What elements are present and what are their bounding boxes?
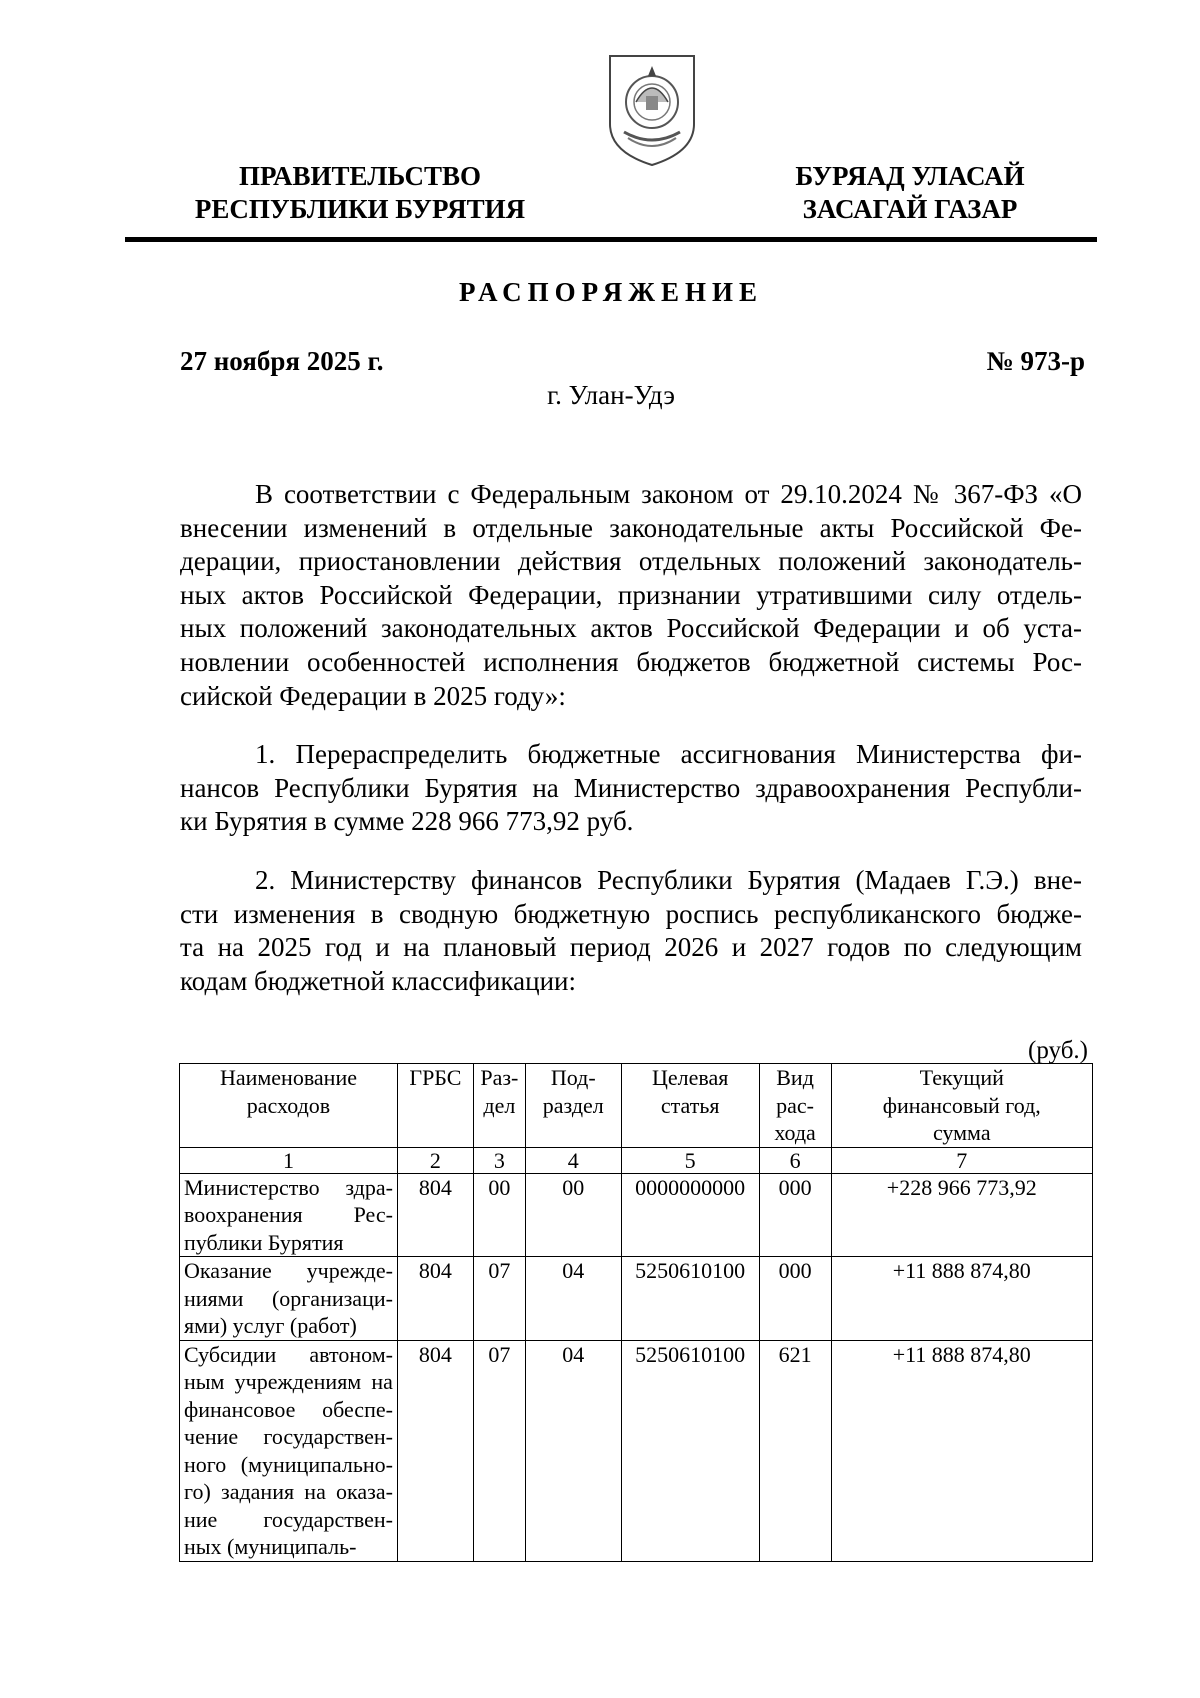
text-line: В соответствии с Федеральным законом от 29.10.2024 № 367-ФЗ «О [255,479,1082,509]
table-row [180,1173,1093,1257]
header-line: раздел [542,1092,604,1118]
col-header-summa [831,1064,1092,1148]
text-line: сти изменения в сводную бюджетную роспись республиканского бюдже- [180,898,1082,929]
column-index: 1 [180,1147,398,1173]
table-header-row [180,1064,1093,1148]
document-number: № 973-р [986,346,1085,376]
text-line: ного (муниципально- [184,1451,393,1477]
statya-cell: 5250610100 [621,1257,759,1341]
header-divider [125,237,1097,242]
header-line: Раз- [480,1065,519,1090]
header-line: хода [774,1120,816,1145]
expense-name-cell [180,1257,398,1341]
column-index: 7 [831,1147,1092,1173]
header-line: Под- [550,1065,596,1090]
header-line: дел [483,1092,516,1118]
table-row [180,1257,1093,1341]
text-line: 2. Министерству финансов Республики Бурятия (Мадаев Г.Э.) вне- [255,865,1082,895]
text-line: ями) услуг (работ) [184,1313,357,1338]
column-index: 3 [473,1147,525,1173]
col-header-vid [759,1064,831,1148]
header-right-line1: БУРЯАД УЛАСАЙ [795,161,1025,191]
text-line: чение государствен- [184,1424,393,1449]
text-line: ки Бурятия в сумме 228 966 773,92 руб. [180,806,634,837]
header-line: сумма [932,1120,991,1145]
col-header-podrazdel [525,1064,621,1148]
header-line: рас- [776,1092,814,1118]
podrazdel-cell: 00 [525,1173,621,1257]
razdel-cell: 07 [473,1340,525,1561]
column-index: 2 [397,1147,473,1173]
column-index: 4 [525,1147,621,1173]
grbs-cell: 804 [397,1173,473,1257]
text-line: ниями (организаци- [184,1285,393,1311]
government-name-buryat [770,160,1050,226]
text-line: внесении изменений в отдельные законодательные акты Российской Фе- [180,512,1082,543]
text-line: ным учреждениям на [184,1369,393,1394]
document-date: 27 ноября 2025 г. [180,346,384,376]
col-header-grbs [397,1064,473,1148]
razdel-cell: 00 [473,1173,525,1257]
header-line: Текущий [919,1065,1004,1090]
document-city: г. Улан-Удэ [547,380,675,410]
header-line: Наименование [219,1065,357,1090]
grbs-cell: 804 [397,1257,473,1341]
summa-cell: +11 888 874,80 [831,1340,1092,1561]
document-title: РАСПОРЯЖЕНИЕ [458,277,764,307]
header-right-line2: ЗАСАГАЙ ГАЗАР [802,194,1018,224]
statya-cell: 0000000000 [621,1173,759,1257]
podrazdel-cell: 04 [525,1257,621,1341]
text-line: ных положений законодательных актов Российской Федерации и об уста- [180,613,1082,644]
text-line: та на 2025 год и на плановый период 2026 и 2027 годов по следующим [180,932,1082,963]
razdel-cell: 07 [473,1257,525,1341]
text-line: 1. Перераспределить бюджетные ассигнования Министерства фи- [255,739,1082,769]
budget-table [179,1063,1093,1562]
header-line: финансовый год, [882,1092,1041,1118]
table-unit: (руб.) [1028,1037,1088,1064]
preamble-paragraph [180,478,1082,713]
header-line: статья [660,1092,720,1118]
expense-name-cell [180,1340,398,1561]
header-line: ГРБС [409,1065,462,1090]
column-index-row [180,1147,1093,1173]
text-line: ние государствен- [184,1506,393,1532]
header-line: расходов [246,1092,331,1118]
header-left-line1: ПРАВИТЕЛЬСТВО [238,161,482,191]
col-header-statya [621,1064,759,1148]
text-line: публики Бурятия [184,1229,344,1255]
table-row [180,1340,1093,1561]
column-index: 5 [621,1147,759,1173]
government-name-russian [180,160,540,226]
text-line: Министерство здра- [184,1174,393,1200]
grbs-cell: 804 [397,1340,473,1561]
coat-of-arms-icon [606,52,698,168]
column-index: 6 [759,1147,831,1173]
col-header-name [180,1064,398,1148]
vid-cell: 000 [759,1173,831,1257]
header-line: Целевая [651,1065,729,1090]
text-line: нансов Республики Бурятия на Министерство здравоохранения Республи- [180,772,1082,803]
clause-1-paragraph [180,738,1082,839]
text-line: го) задания на оказа- [184,1479,393,1504]
vid-cell: 000 [759,1257,831,1341]
text-line: кодам бюджетной классификации: [180,965,577,996]
expense-name-cell [180,1173,398,1257]
text-line: ных актов Российской Федерации, признании утратившими силу отдель- [180,579,1082,610]
summa-cell: +11 888 874,80 [831,1257,1092,1341]
text-line: воохранения Рес- [184,1202,393,1227]
budget-table-body [180,1173,1093,1561]
vid-cell: 621 [759,1340,831,1561]
text-line: Субсидии автоном- [184,1341,393,1367]
text-line: дерации, приостановлении действия отдельных положений законодатель- [180,546,1082,577]
text-line: ных (муниципаль- [184,1534,357,1559]
text-line: сийской Федерации в 2025 году»: [180,680,566,711]
statya-cell: 5250610100 [621,1340,759,1561]
text-line: новлении особенностей исполнения бюджетов бюджетной системы Рос- [180,646,1082,677]
text-line: Оказание учрежде- [184,1258,393,1283]
podrazdel-cell: 04 [525,1340,621,1561]
text-line: финансовое обеспе- [184,1396,393,1422]
clause-2-paragraph [180,864,1082,998]
header-left-line2: РЕСПУБЛИКИ БУРЯТИЯ [194,194,526,224]
summa-cell: +228 966 773,92 [831,1173,1092,1257]
col-header-razdel [473,1064,525,1148]
header-line: Вид [776,1065,814,1090]
